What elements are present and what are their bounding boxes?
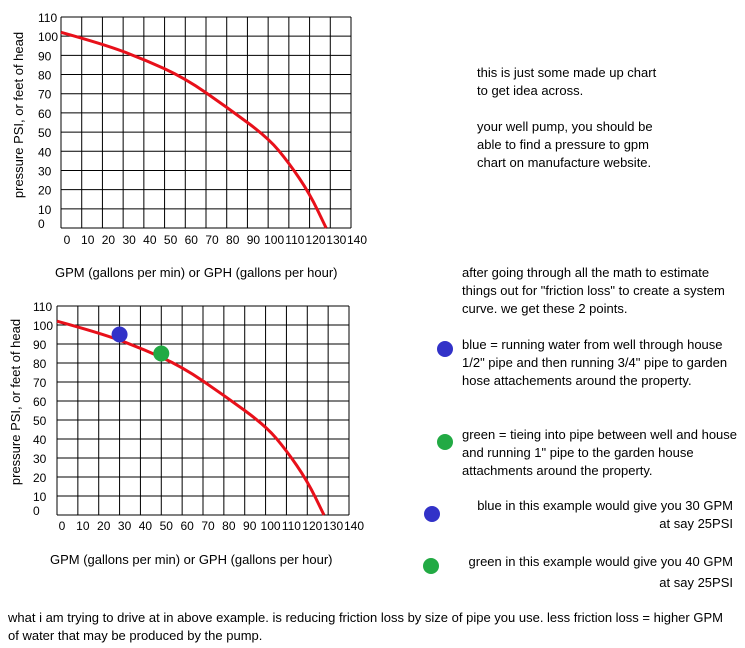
- green-description: green = tieing into pipe between well and house and running 1" pipe to the garden house attachments around the property.: [462, 427, 738, 478]
- y-tick-label: 50: [38, 126, 52, 141]
- x-tick-label: 130: [323, 519, 344, 533]
- y-tick-label: 90: [33, 338, 47, 352]
- blue-description: blue = running water from well through house 1/2" pipe and then running 3/4" pipe to garden hose attachements around the property.: [462, 337, 728, 388]
- y-tick-labels: [33, 300, 53, 518]
- y-tick-labels: [38, 11, 58, 231]
- x-tick-label: 60: [180, 519, 194, 533]
- y-tick-label: 100: [38, 30, 59, 45]
- blue-point-icon: [437, 341, 453, 357]
- x-tick-label: 140: [343, 519, 365, 533]
- green-point-icon: [437, 434, 453, 450]
- y-axis-label: pressure PSI, or feet of head: [8, 318, 23, 486]
- x-tick-label: 50: [159, 519, 173, 533]
- x-tick-label: 80: [222, 519, 236, 533]
- x-tick-label: 20: [97, 519, 111, 533]
- x-tick-label: 110: [285, 233, 305, 247]
- y-tick-label: 0: [38, 217, 45, 231]
- green-point-icon: [423, 558, 439, 574]
- x-tick-label: 20: [101, 233, 116, 247]
- pump-curve-chart-1: [0, 0, 400, 290]
- x-tick-label: 140: [346, 233, 368, 247]
- y-tick-label: 30: [33, 452, 47, 466]
- y-tick-label: 50: [33, 414, 47, 428]
- y-tick-label: 70: [38, 87, 52, 102]
- x-tick-label: 40: [143, 233, 157, 247]
- x-tick-label: 40: [138, 519, 153, 533]
- y-tick-label: 110: [33, 300, 53, 314]
- pump-curve: [57, 321, 324, 515]
- y-tick-label: 40: [38, 145, 52, 160]
- x-tick-label: 90: [243, 519, 257, 533]
- y-tick-label: 40: [33, 433, 47, 447]
- y-tick-label: 80: [33, 357, 47, 371]
- green-result-line-2: at say 25PSI: [659, 575, 733, 590]
- intro-note: [477, 64, 662, 172]
- x-tick-label: 0: [63, 233, 71, 247]
- y-tick-label: 100: [33, 319, 54, 333]
- x-tick-label: 0: [58, 519, 66, 533]
- chart-grid: [57, 306, 349, 515]
- blue-result-line-2: at say 25PSI: [659, 516, 733, 531]
- y-tick-label: 70: [33, 376, 47, 390]
- y-tick-label: 10: [38, 202, 52, 217]
- x-tick-label: 50: [163, 233, 178, 247]
- x-tick-label: 80: [226, 233, 240, 247]
- y-tick-label: 20: [38, 183, 52, 198]
- y-tick-label: 20: [33, 471, 47, 485]
- x-tick-labels: [59, 519, 365, 533]
- x-tick-label: 130: [326, 233, 347, 247]
- blue-result-line-1: blue in this example would give you 30 GPM: [477, 498, 733, 513]
- x-axis-label: GPM (gallons per min) or GPH (gallons per hour): [55, 265, 338, 280]
- x-tick-label: 100: [264, 233, 285, 247]
- y-tick-label: 60: [33, 395, 47, 409]
- blue-point-icon: [424, 506, 440, 522]
- x-tick-label: 10: [76, 519, 90, 533]
- green-result-line-1: green in this example would give you 40 GPM: [468, 554, 733, 569]
- y-tick-label: 110: [38, 11, 58, 25]
- x-tick-label: 70: [201, 519, 215, 533]
- x-tick-label: 10: [81, 233, 95, 247]
- operating-point-marker: [112, 327, 128, 343]
- x-tick-label: 120: [302, 519, 323, 533]
- y-tick-label: 60: [38, 106, 52, 121]
- x-tick-label: 120: [305, 233, 326, 247]
- math-note: after going through all the math to estimate things out for "friction loss" to create a system curve. we get these 2 points.: [462, 265, 725, 316]
- x-tick-label: 70: [205, 233, 219, 247]
- y-tick-label: 80: [38, 68, 52, 83]
- x-tick-labels: [64, 233, 368, 247]
- y-tick-label: 30: [38, 164, 52, 179]
- blue-result: [455, 497, 733, 533]
- intro-text-1: this is just some made up chart to get idea across.: [477, 65, 657, 98]
- pump-curve-chart-2: [0, 290, 400, 580]
- x-tick-label: 30: [122, 233, 136, 247]
- y-tick-label: 90: [38, 49, 52, 64]
- x-tick-label: 60: [184, 233, 198, 247]
- y-tick-label: 10: [33, 490, 47, 504]
- x-tick-label: 30: [117, 519, 132, 533]
- chart-grid: [61, 17, 351, 228]
- intro-text-2: your well pump, you should be able to find a pressure to gpm chart on manufacture website.: [477, 119, 653, 170]
- green-result: [450, 553, 733, 592]
- y-tick-label: 0: [33, 504, 40, 518]
- pump-curve-line: [61, 32, 326, 228]
- pump-curve-line: [57, 321, 324, 515]
- pump-curve: [61, 32, 326, 228]
- x-tick-label: 90: [246, 233, 261, 247]
- operating-point-marker: [153, 346, 169, 362]
- x-tick-label: 100: [260, 519, 281, 533]
- y-axis-label: pressure PSI, or feet of head: [11, 31, 26, 199]
- x-axis-label: GPM (gallons per min) or GPH (gallons per hour): [50, 552, 333, 567]
- x-tick-label: 110: [281, 519, 301, 533]
- footer-note: what i am trying to drive at in above example. is reducing friction loss by size of pipe you use. less friction loss = higher GPM of water that may be produced by the pump.: [8, 610, 723, 643]
